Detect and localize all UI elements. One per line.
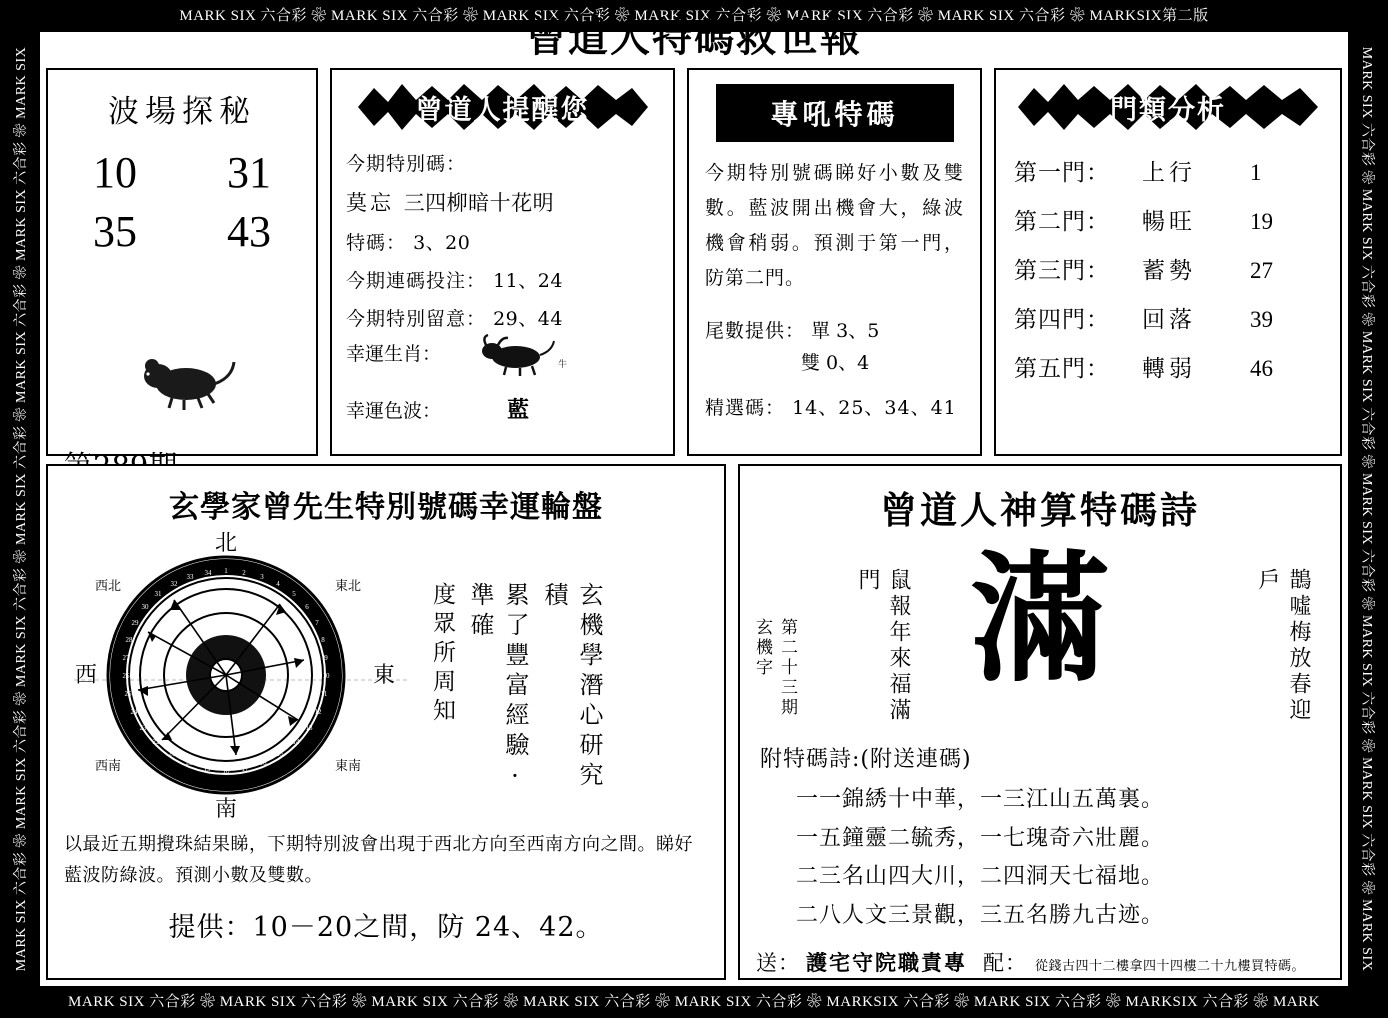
remind-note-label: 今期特別留意： xyxy=(346,308,487,330)
svg-text:19: 19 xyxy=(203,765,211,773)
poem-line: 一一錦綉十中華，一三江山五萬裏。 xyxy=(796,787,1165,812)
svg-text:22: 22 xyxy=(152,738,160,746)
poem-line: 二八人文三景觀，三五名勝九古迹。 xyxy=(796,902,1165,928)
compass-west: 西 xyxy=(74,662,98,687)
svg-text:8: 8 xyxy=(321,636,325,644)
border-bottom-text: MARK SIX 六合彩 ❀ MARK SIX 六合彩 ❀ MARK SIX 六合彩 ❀ MARK SIX 六合彩 ❀ MARK SIX 六合彩 ❀ MARKSIX 六合彩 ❀ MARK SIX 六合彩 ❀ MARKSIX 六合彩 ❀ MARK xyxy=(68,994,1320,1010)
compass-southeast: 東南 xyxy=(334,758,362,773)
gate-word: 上行 xyxy=(1142,160,1196,186)
gate-word: 蓄勢 xyxy=(1142,258,1196,284)
gate-row xyxy=(996,244,1340,293)
svg-text:13: 13 xyxy=(305,724,313,732)
bochang-number: 35 xyxy=(93,207,137,256)
svg-text:33: 33 xyxy=(186,573,194,581)
special-tail-label: 尾數提供： xyxy=(705,319,806,342)
special-paragraph: 今期特別號碼睇好小數及雙數。藍波開出機會大，綠波機會稍弱。預測于第一門，防第二門。 xyxy=(705,162,964,290)
svg-text:4: 4 xyxy=(276,580,280,588)
poem-hero-left: 第二十三期玄機字 xyxy=(752,618,797,718)
svg-text:29: 29 xyxy=(131,619,139,627)
svg-text:15: 15 xyxy=(276,750,284,758)
remind-special-label: 今期特別碼： xyxy=(346,153,467,175)
gate-banner-text: 門類分析 xyxy=(1110,94,1226,126)
wheel-column: 累了豐富經驗·準確 xyxy=(466,582,529,796)
svg-text:9: 9 xyxy=(324,654,328,662)
svg-text:31: 31 xyxy=(154,590,162,598)
remind-banner xyxy=(358,80,648,134)
gate-number: 46 xyxy=(1250,356,1273,381)
gate-banner xyxy=(1018,80,1318,134)
gate-name: 第一門： xyxy=(1014,160,1110,186)
poem-hero-right: 鵲噓梅放春迎戶 xyxy=(1255,568,1311,724)
svg-text:24: 24 xyxy=(130,708,138,716)
svg-text:25: 25 xyxy=(124,690,132,698)
bochang-numbers xyxy=(48,147,316,257)
special-banner-text: 專吼特碼 xyxy=(770,98,899,131)
poem-lines xyxy=(796,781,1340,935)
wheel-title: 玄學家曾先生特別號碼幸運輪盤 xyxy=(169,490,603,525)
panel-bochang xyxy=(46,68,318,456)
compass-northeast: 東北 xyxy=(334,578,362,593)
wheel-area xyxy=(48,526,724,826)
remind-lian-label: 今期連碼投注： xyxy=(346,270,487,292)
svg-text:10: 10 xyxy=(322,672,330,680)
special-pick-value: 14、25、34、41 xyxy=(792,397,957,420)
poem-hero xyxy=(740,534,1340,742)
gate-name: 第二門： xyxy=(1014,209,1110,235)
svg-text:17: 17 xyxy=(241,765,249,773)
svg-text:28: 28 xyxy=(125,636,133,644)
poem-hero-mid-left: 鼠報年來福滿門 xyxy=(855,568,911,724)
svg-text:30: 30 xyxy=(141,603,149,611)
remind-riddle: 三四柳暗十花明 xyxy=(403,191,555,215)
svg-text:21: 21 xyxy=(168,750,176,758)
wheel-vertical-columns xyxy=(426,582,607,802)
border-top-text: MARK SIX 六合彩 ❀ MARK SIX 六合彩 ❀ MARK SIX 六合彩 ❀ MARK SIX 六合彩 ❀ MARK SIX 六合彩 ❀ MARK SIX 六合彩 ❀ MARKSIX第二版 xyxy=(179,8,1209,24)
remind-banner-text: 曾道人提醒您 xyxy=(415,94,590,126)
poem-send-value: 護宅守院職責專 xyxy=(806,950,967,975)
svg-text:34: 34 xyxy=(204,569,212,577)
svg-text:11: 11 xyxy=(320,690,328,698)
panel-poem xyxy=(738,464,1342,980)
svg-text:32: 32 xyxy=(170,580,178,588)
compass-southwest: 西南 xyxy=(94,758,122,773)
border-right xyxy=(1348,0,1388,1018)
remind-code-row xyxy=(346,217,673,255)
wheel-note: 以最近五期攪珠結果睇，下期特別波會出現于西北方向至西南方向之間。睇好藍波防綠波。預測小數及雙數。 xyxy=(64,834,693,886)
svg-text:27: 27 xyxy=(122,654,130,662)
poem-match-label: 配： xyxy=(983,951,1027,975)
bochang-title: 波場探秘 xyxy=(108,94,256,130)
special-tail-odd: 單 3、5 xyxy=(811,319,880,342)
poem-match-value: 從錢古四十二樓拿四十四樓二十九樓買特碼。 xyxy=(1035,959,1306,974)
remind-riddle-row xyxy=(346,176,673,217)
poem-line: 一五鐘靈二毓秀，一七瑰奇六壯麗。 xyxy=(796,825,1165,851)
gate-row xyxy=(996,195,1340,244)
poem-line: 二三名山四大川，二四洞天七福地。 xyxy=(796,864,1165,889)
panel-special xyxy=(687,68,982,456)
gate-row xyxy=(996,146,1340,195)
bochang-number: 31 xyxy=(227,148,271,197)
poem-hero-char: 滿 xyxy=(969,538,1111,702)
remind-color-value: 藍 xyxy=(507,397,530,423)
svg-text:7: 7 xyxy=(315,619,319,627)
poem-title: 曾道人神算特碼詩 xyxy=(880,488,1200,532)
gate-number: 19 xyxy=(1250,209,1273,234)
border-bottom xyxy=(0,986,1388,1018)
poem-send-label: 送： xyxy=(756,951,800,975)
mouse-illustration xyxy=(128,340,238,410)
compass-south: 南 xyxy=(214,796,238,820)
wheel-provide: 提供：10－20之間，防 24、42。 xyxy=(168,912,604,944)
panel-remind xyxy=(330,68,675,456)
bochang-number: 43 xyxy=(227,207,271,256)
wheel-column: 度眾所周知 xyxy=(429,582,455,727)
svg-text:26: 26 xyxy=(122,672,130,680)
border-left-text: MARK SIX 六合彩 ❀ MARK SIX 六合彩 ❀ MARK SIX 六合彩 ❀ MARK SIX 六合彩 ❀ MARK SIX 六合彩 ❀ MARK SIX 六合彩 ❀ MARK SIX xyxy=(14,46,29,972)
compass-wheel-diagram xyxy=(66,530,416,820)
remind-note-row xyxy=(346,293,673,331)
special-banner xyxy=(716,84,954,142)
gate-rows xyxy=(996,146,1340,391)
svg-text:12: 12 xyxy=(314,708,322,716)
svg-text:牛: 牛 xyxy=(558,359,568,369)
special-tail-even: 雙 0、4 xyxy=(801,351,870,374)
svg-text:18: 18 xyxy=(222,767,230,775)
border-right-text: MARK SIX 六合彩 ❀ MARK SIX 六合彩 ❀ MARK SIX 六合彩 ❀ MARK SIX 六合彩 ❀ MARK SIX 六合彩 ❀ MARK SIX 六合彩 ❀ MARK SIX xyxy=(1359,46,1374,972)
remind-lian-value: 11、24 xyxy=(493,270,563,292)
gate-name: 第四門： xyxy=(1014,307,1110,333)
panel-lucky-wheel xyxy=(46,464,726,980)
svg-text:2: 2 xyxy=(242,569,246,577)
svg-text:23: 23 xyxy=(139,724,147,732)
remind-note-value: 29、44 xyxy=(493,308,563,330)
special-pick-label: 精選碼： xyxy=(705,397,786,420)
gate-number: 39 xyxy=(1250,307,1273,332)
remind-code-label: 特碼： xyxy=(346,232,407,254)
special-pick-row xyxy=(705,393,980,420)
gate-number: 27 xyxy=(1250,258,1273,283)
gate-row xyxy=(996,342,1340,391)
svg-text:6: 6 xyxy=(305,603,309,611)
remind-color-row xyxy=(346,393,673,424)
gate-row xyxy=(996,293,1340,342)
remind-color-label: 幸運色波： xyxy=(346,400,442,422)
compass-east: 東 xyxy=(372,662,396,687)
remind-zodiac-row xyxy=(346,331,673,391)
remind-code-value: 3、20 xyxy=(413,232,471,254)
gate-name: 第三門： xyxy=(1014,258,1110,284)
poem-subtitle: 附特碼詩:(附送連碼) xyxy=(760,747,972,772)
ox-illustration xyxy=(476,333,576,377)
svg-text:5: 5 xyxy=(292,590,296,598)
remind-riddle-label: 莫忘 xyxy=(346,191,394,215)
gate-name: 第五門： xyxy=(1014,356,1110,382)
bochang-number: 10 xyxy=(93,148,137,197)
special-tail-block xyxy=(705,315,980,380)
svg-text:20: 20 xyxy=(185,759,193,767)
compass-north: 北 xyxy=(214,530,238,555)
gate-word: 轉弱 xyxy=(1142,356,1196,382)
border-left xyxy=(0,0,40,1018)
svg-text:3: 3 xyxy=(260,573,264,581)
svg-text:16: 16 xyxy=(259,759,267,767)
remind-lian-row xyxy=(346,255,673,293)
gate-number: 1 xyxy=(1250,160,1262,185)
gate-word: 回落 xyxy=(1142,307,1196,333)
svg-text:1: 1 xyxy=(224,567,228,575)
remind-zodiac-label: 幸運生肖： xyxy=(346,343,442,365)
page-title: 曾道人特碼救世報 xyxy=(526,14,862,61)
svg-text:14: 14 xyxy=(292,738,300,746)
gate-word: 暢旺 xyxy=(1142,209,1196,235)
wheel-column: 玄機學潛心研究積 xyxy=(540,582,603,792)
poem-footer xyxy=(756,947,1340,977)
compass-northwest: 西北 xyxy=(94,578,122,593)
panel-gate-analysis xyxy=(994,68,1342,456)
